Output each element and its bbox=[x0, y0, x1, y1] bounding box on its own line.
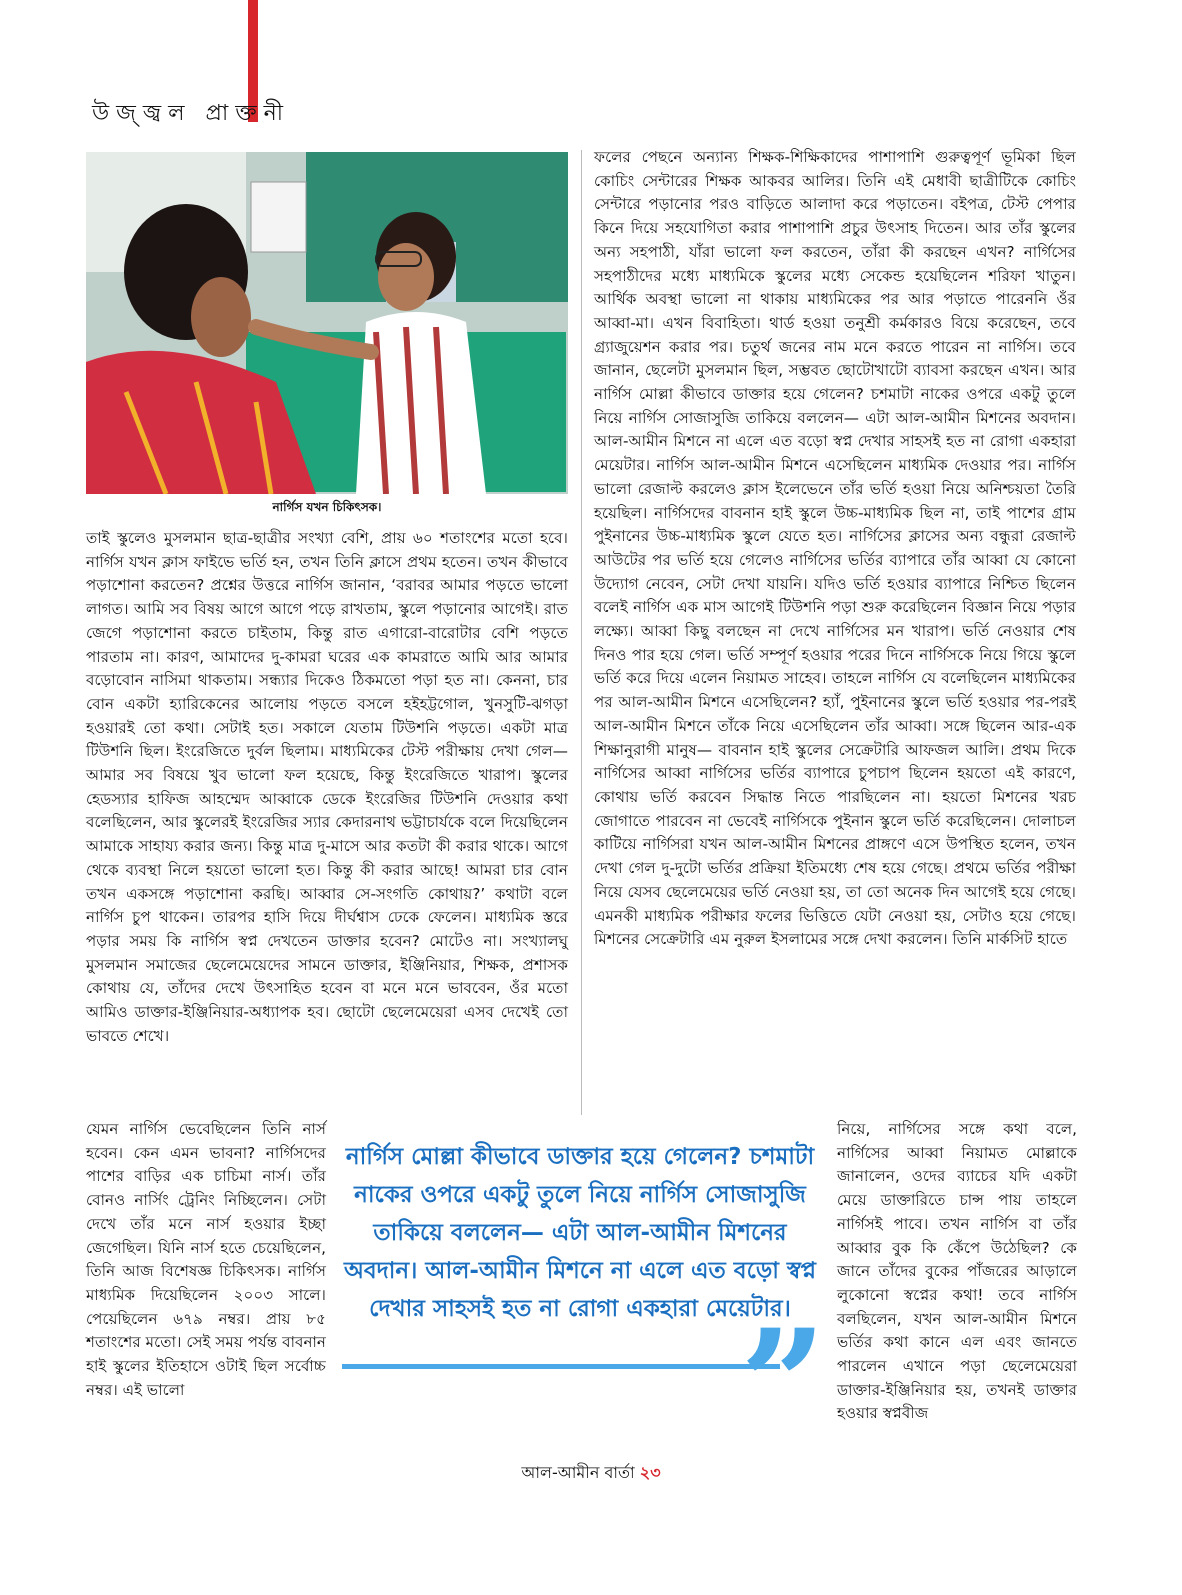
article-paragraph-bottom-right: নিয়ে, নার্গিসের সঙ্গে কথা বলে, নার্গিসের আব্বা নিয়ামত মোল্লাকে জানালেন, ওদের ব্যাচের যদি একটা মেয়ে ডাক্তারিতে চান্স পায় তাহলে নার্গিসই পাবে। তখন নার্গিস বা তাঁর আব্বার বুক কি কেঁপে উঠেছিল? কে জানে তাঁদের বুকের পাঁজরের আড়ালে লুকোনো স্বপ্নের কথা! তবে নার্গিস বলছিলেন, যখন আল-আমীন মিশনে ভর্তির কথা কানে এল এবং জানতে পারলেন এখানে পড়া ছেলেমেয়েরা ডাক্তার-ইঞ্জিনিয়ার হয়, তখনই ডাক্তার হওয়ার স্বপ্নবীজ bbox=[837, 1120, 1077, 1423]
doctor-examining-patient-image bbox=[86, 152, 568, 494]
article-column-bottom-left bbox=[86, 1118, 326, 1402]
section-label: উজ্জ্বল প্রাক্তনী bbox=[92, 101, 291, 126]
article-photo bbox=[86, 152, 568, 494]
article-column-left bbox=[86, 527, 568, 1048]
page-number: ২৩ bbox=[639, 1463, 661, 1482]
quote-mark-icon: ” bbox=[740, 1297, 827, 1473]
pull-quote-text: নার্গিস মোল্লা কীভাবে ডাক্তার হয়ে গেলেন? চশমাটা নাকের ওপরে একটু তুলে নিয়ে নার্গিস সোজাসুজি তাকিয়ে বললেন— এটা আল-আমীন মিশনের অবদান। আল-আমীন মিশনে না এলে এত বড়ো স্বপ্ন দেখার সাহসই হত না রোগা একহারা মেয়েটার। bbox=[343, 1144, 817, 1322]
column-divider bbox=[581, 150, 582, 1115]
article-paragraph-right: ফলের পেছনে অন্যান্য শিক্ষক-শিক্ষিকাদের পাশাপাশি গুরুত্বপূর্ণ ভূমিকা ছিল কোচিং সেন্টারের শিক্ষক আকবর আলির। তিনি এই মেধাবী ছাত্রীটিকে কোচিং সেন্টারে পড়ানোর পরও বাড়িতে আলাদা করে পড়াতেন। বইপত্র, টেস্ট পেপার কিনে দিয়ে সহযোগিতা করার পাশাপাশি প্রচুর উৎসাহ দিতেন। আর তাঁর স্কুলের অন্য সহপাঠী, যাঁরা ভালো ফল করতেন, তাঁরা কী করছেন এখন? নার্গিসের সহপাঠীদের মধ্যে মাধ্যমিকে স্কুলের মধ্যে সেকেন্ড হয়েছিলেন শরিফা খাতুন। আর্থিক অবস্থা ভালো না থাকায় মাধ্যমিকের পর আর পড়াতে পারেননি ওঁর আব্বা-মা। এখন বিবাহিতা। থার্ড হওয়া তনুশ্রী কর্মকারও বিয়ে করেছেন, তবে গ্র্যাজুয়েশন করার পর। চতুর্থ জনের নাম মনে করতে পারেন না নার্গিস। তবে জানান, ছেলেটা মুসলমান ছিল, সম্ভবত ছোটোখাটো ব্যাবসা করছেন এখন। আর নার্গিস মোল্লা কীভাবে ডাক্তার হয়ে গেলেন? চশমাটা নাকের ওপরে একটু তুলে নিয়ে নার্গিস সোজাসুজি তাকিয়ে বললেন— এটা আল-আমীন মিশনের অবদান। আল-আমীন মিশনে না এলে এত বড়ো স্বপ্ন দেখার সাহসই হত না রোগা একহারা মেয়েটার। নার্গিস আল-আমীন মিশনে এসেছিলেন মাধ্যমিক দেওয়ার পর। নার্গিস ভালো রেজাল্ট করলেও ক্লাস ইলেভেনে তাঁর ভর্তি হওয়া নিয়ে অনিশ্চয়তা তৈরি হয়েছিল। নার্গিসদের বাবনান হাই স্কুলে উচ্চ-মাধ্যমিক ছিল না, তাই পাশের গ্রাম পুইনানের উচ্চ-মাধ্যমিক স্কুলে যেতে হত। নার্গিসের ক্লাসের অন্য বন্ধুরা রেজাল্ট আউটের পর ভর্তি হয়ে গেলেও নার্গিসের ভর্তির ব্যাপারে তাঁর আব্বা যে কোনো উদ্যোগ নেবেন, সেটা দেখা যায়নি। যদিও ভর্তি হওয়ার ব্যাপারে নিশ্চিত ছিলেন বলেই নার্গিস এক মাস আগেই টিউশনি পড়া শুরু করেছিলেন বিজ্ঞান নিয়ে পড়ার লক্ষ্যে। আব্বা কিছু বলছেন না দেখে নার্গিসের মন খারাপ। ভর্তি নেওয়ার শেষ দিনও পার হয়ে গেল। ভর্তি সম্পূর্ণ হওয়ার পরের দিনে নার্গিসকে নিয়ে গিয়ে স্কুলে ভর্তি করে দিয়ে এলেন নিয়ামত সাহেব। তাহলে নার্গিস যে বলেছিলেন মাধ্যমিকের পর আল-আমীন মিশনে এসেছিলেন? হ্যাঁ, পুইনানের স্কুলে ভর্তি হওয়ার পর-পরই আল-আমীন মিশনে তাঁকে নিয়ে এসেছিলেন তাঁর আব্বা। সঙ্গে ছিলেন আর-এক শিক্ষানুরাগী মানুষ— বাবনান হাই স্কুলের সেক্রেটারি আফজল আলি। প্রথম দিকে নার্গিসের আব্বা নার্গিসের ভর্তির ব্যাপারে চুপচাপ ছিলেন হয়তো এই কারণে, কোথায় ভর্তি করবেন সিদ্ধান্ত নিতে পারছিলেন না। হয়তো মিশনের খরচ জোগাতে পারবেন না ভেবেই নার্গিসকে পুইনান স্কুলে ভর্তি করেছিলেন। দোলাচল কাটিয়ে নার্গিসরা যখন আল-আমীন মিশনের প্রাঙ্গণে এসে উপস্থিত হলেন, তখন দেখা গেল দু-দুটো ভর্তির প্রক্রিয়া ইতিমধ্যে শেষ হয়ে গেছে। প্রথমে ভর্তির পরীক্ষা নিয়ে যেসব ছেলেমেয়ের ভর্তি নেওয়া হয়, তা তো অনেক দিন আগেই হয়ে গেছে। এমনকী মাধ্যমিক পরীক্ষার ফলের ভিত্তিতে যেটা নেওয়া হয়, সেটাও হয়ে গেছে। মিশনের সেক্রেটারি এম নুরুল ইসলামের সঙ্গে দেখা করলেন। তিনি মার্কসিট হাতে bbox=[594, 148, 1076, 949]
magazine-name: আল-আমীন বার্তা bbox=[521, 1463, 635, 1482]
page-footer bbox=[0, 1460, 1182, 1487]
pull-quote-underline bbox=[342, 1364, 780, 1369]
article-column-bottom-right bbox=[837, 1118, 1077, 1426]
article-paragraph-left: তাই স্কুলেও মুসলমান ছাত্র-ছাত্রীর সংখ্যা বেশি, প্রায় ৬০ শতাংশের মতো হবে। নার্গিস যখন ক্লাস ফাইভে ভর্তি হন, তখন তিনি ক্লাসে প্রথম হতেন। তখন কীভাবে পড়াশোনা করতেন? প্রশ্নের উত্তরে নার্গিস জানান, ‘বরাবর আমার পড়তে ভালো লাগত। আমি সব বিষয় আগে আগে পড়ে রাখতাম, স্কুলে পড়ানোর আগেই। রাত জেগে পড়াশোনা করতে চাইতাম, কিন্তু রাত এগারো-বারোটার বেশি পড়তে পারতাম না। কারণ, আমাদের দু-কামরা ঘরের এক কামরাতে আমি আর আমার বড়োবোন নাসিমা থাকতাম। সন্ধ্যার দিকেও ঠিকমতো পড়া হত না। কেননা, চার বোন একটা হ্যারিকেনের আলোয় পড়তে বসলে হইহট্টগোল, খুনসুটি-ঝগড়া হওয়ারই তো কথা। সেটাই হত। সকালে যেতাম টিউশনি পড়তে। একটা মাত্র টিউশনি ছিল। ইংরেজিতে দুর্বল ছিলাম। মাধ্যমিকের টেস্ট পরীক্ষায় দেখা গেল— আমার সব বিষয়ে খুব ভালো ফল হয়েছে, কিন্তু ইংরেজিতে খারাপ। স্কুলের হেডস্যার হাফিজ আহম্মেদ আব্বাকে ডেকে ইংরেজির টিউশনি দেওয়ার কথা বলেছিলেন, আর স্কুলেরই ইংরেজির স্যার কেদারনাথ ভট্টাচার্যকে বলে দিয়েছিলেন আমাকে সাহায্য করার জন্য। কিন্তু মাত্র দু-মাসে আর কতটা কী করার থাকে। আগে থেকে ব্যবস্থা নিলে হয়তো ভালো হত। কিন্তু কী করার আছে! আমরা চার বোন তখন একসঙ্গে পড়াশোনা করছি। আব্বার সে-সংগতি কোথায়?’ কথাটা বলে নার্গিস চুপ থাকেন। তারপর হাসি দিয়ে দীর্ঘশ্বাস ঢেকে ফেলেন। মাধ্যমিক স্তরে পড়ার সময় কি নার্গিস স্বপ্ন দেখতেন ডাক্তার হবেন? মোটেও না। সংখ্যালঘু মুসলমান সমাজের ছেলেমেয়েদের সামনে ডাক্তার, ইঞ্জিনিয়ার, শিক্ষক, প্রশাসক কোথায় যে, তাঁদের দেখে উৎসাহিত হবেন বা মনে মনে ভাববেন, ওঁর মতো আমিও ডাক্তার-ইঞ্জিনিয়ার-অধ্যাপক হব। ছোটো ছেলেমেয়েরা এসব দেখেই তো ভাবতে শেখে। bbox=[86, 529, 568, 1045]
article-column-right bbox=[594, 146, 1076, 952]
article-paragraph-bottom-left: যেমন নার্গিস ভেবেছিলেন তিনি নার্স হবেন। কেন এমন ভাবনা? নার্গিসদের পাশের বাড়ির এক চাচিমা নার্স। তাঁর বোনও নার্সিং ট্রেনিং নিচ্ছিলেন। সেটা দেখে তাঁর মনে নার্স হওয়ার ইচ্ছা জেগেছিল। যিনি নার্স হতে চেয়েছিলেন, তিনি আজ বিশেষজ্ঞ চিকিৎসক। নার্গিস মাধ্যমিক দিয়েছিলেন ২০০৩ সালে। পেয়েছিলেন ৬৭৯ নম্বর। প্রায় ৮৫ শতাংশের মতো। সেই সময় পর্যন্ত বাবনান হাই স্কুলের ইতিহাসে ওটাই ছিল সর্বোচ্চ নম্বর। এই ভালো bbox=[86, 1120, 326, 1399]
photo-caption: নার্গিস যখন চিকিৎসক। bbox=[272, 500, 382, 514]
